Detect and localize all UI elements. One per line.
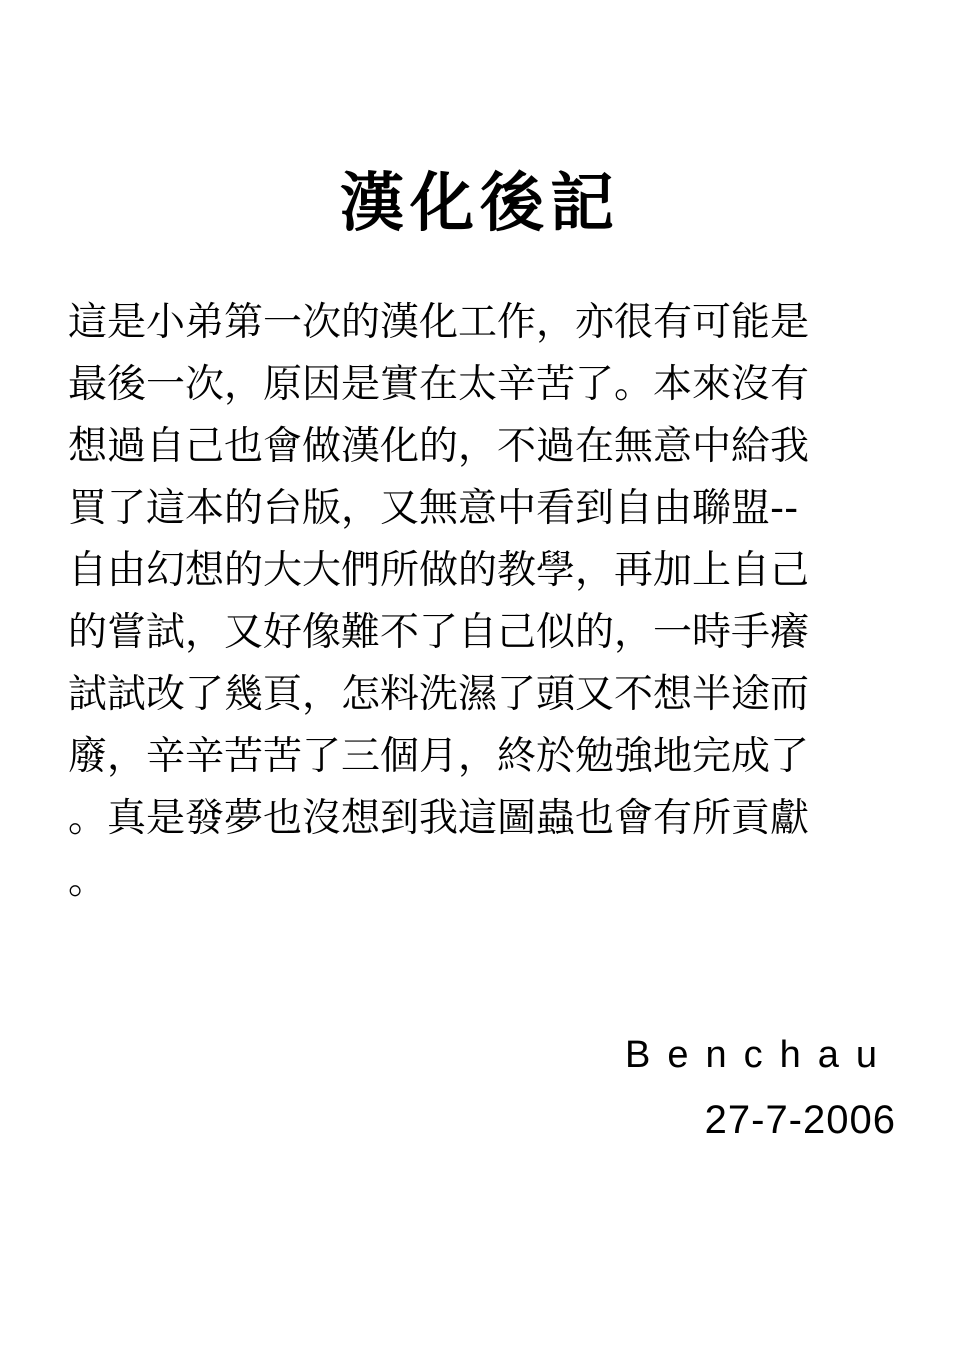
- signature-name: Benchau: [624, 1034, 894, 1076]
- body-line: 。真是發夢也沒想到我這圖蟲也會有所貢獻: [68, 796, 810, 841]
- body-line: 試試改了幾頁，怎料洗濕了頭又不想半途而: [68, 672, 810, 717]
- page-title: 漢化後記: [340, 167, 620, 241]
- body-line: 自由幻想的大大們所做的教學，再加上自己: [68, 548, 810, 593]
- body-line: 。: [68, 858, 108, 903]
- body-line: 的嘗試，又好像難不了自己似的，一時手癢: [68, 610, 810, 655]
- body-line: 買了這本的台版，又無意中看到自由聯盟--: [68, 486, 799, 531]
- afterword-body: [68, 292, 858, 912]
- body-line: 這是小弟第一次的漢化工作，亦很有可能是: [68, 300, 810, 345]
- body-line: 廢，辛辛苦苦了三個月，終於勉強地完成了: [68, 734, 810, 779]
- body-line: 想過自己也會做漢化的，不過在無意中給我: [68, 424, 810, 469]
- signature-date: 27-7-2006: [704, 1098, 896, 1142]
- body-line: 最後一次，原因是實在太辛苦了。本來沒有: [68, 362, 810, 407]
